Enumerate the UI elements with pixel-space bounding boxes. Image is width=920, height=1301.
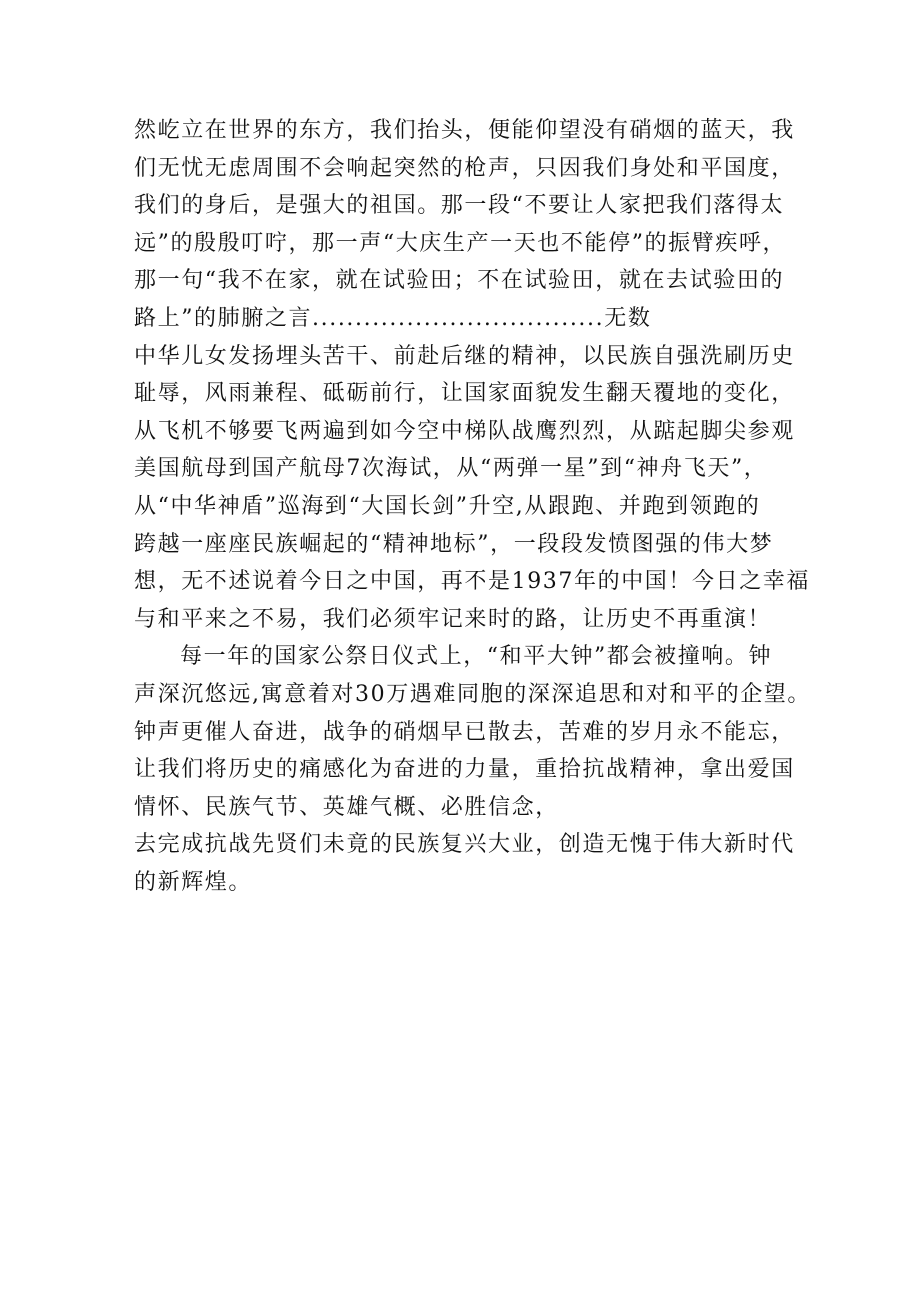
text-line-20: 去完成抗战先贤们未竟的民族复兴大业，创造无愧于伟大新时代: [134, 832, 795, 858]
text-line-19: 情怀、民族气节、英雄气概、必胜信念，: [134, 794, 559, 820]
text-line-11: 从“中华神盾”巡海到“大国长剑”升空,从跟跑、并跑到领跑的: [134, 493, 761, 519]
text-line-5: 那一句“我不在家，就在试验田；不在试验田，就在去试验田的: [134, 268, 785, 294]
text-line-7: 中华儿女发扬埋头苦干、前赴后继的精神，以民族自强洗刷历史: [134, 343, 795, 369]
text-line-3: 我们的身后，是强大的祖国。那一段“不要让人家把我们落得太: [134, 193, 785, 219]
text-line-8: 耻辱，风雨兼程、砥砺前行，让国家面貌发生翻天覆地的变化，: [134, 381, 795, 407]
text-line-4: 远”的殷殷叮咛，那一声“大庆生产一天也不能停”的振臂疾呼，: [134, 230, 787, 256]
text-line-21: 的新辉煌。: [134, 869, 253, 895]
body-text: [134, 112, 814, 901]
text-line-1: 然屹立在世界的东方，我们抬头，便能仰望没有硝烟的蓝天，我: [134, 118, 795, 143]
text-line-12: 跨越一座座民族崛起的“精神地标”，一段段发愤图强的伟大梦: [134, 531, 774, 557]
text-line-16: 声深沉悠远,寓意着对30万遇难同胞的深深追思和对和平的企望。: [134, 681, 811, 707]
text-line-17: 钟声更催人奋进，战争的硝烟早已散去，苦难的岁月永不能忘，: [134, 719, 795, 745]
text-line-14: 与和平来之不易，我们必须牢记来时的路，让历史不再重演！: [134, 606, 772, 632]
text-line-6: 路上”的肺腑之言..................................无数: [134, 305, 652, 331]
paragraph-start-line: 每一年的国家公祭日仪式上，“和平大钟”都会被撞响。钟: [180, 644, 773, 670]
text-line-10: 美国航母到国产航母7次海试，从“两弹一星”到“神舟飞天”，: [134, 456, 768, 482]
text-line-2: 们无忧无虑周围不会响起突然的枪声，只因我们身处和平国度，: [134, 155, 795, 181]
text-line-18: 让我们将历史的痛感化为奋进的力量，重拾抗战精神，拿出爱国: [134, 757, 795, 783]
text-line-9: 从飞机不够要飞两遍到如今空中梯队战鹰烈烈，从踮起脚尖参观: [134, 418, 795, 444]
text-line-13: 想，无不述说着今日之中国，再不是1937年的中国！今日之幸福: [134, 569, 810, 595]
